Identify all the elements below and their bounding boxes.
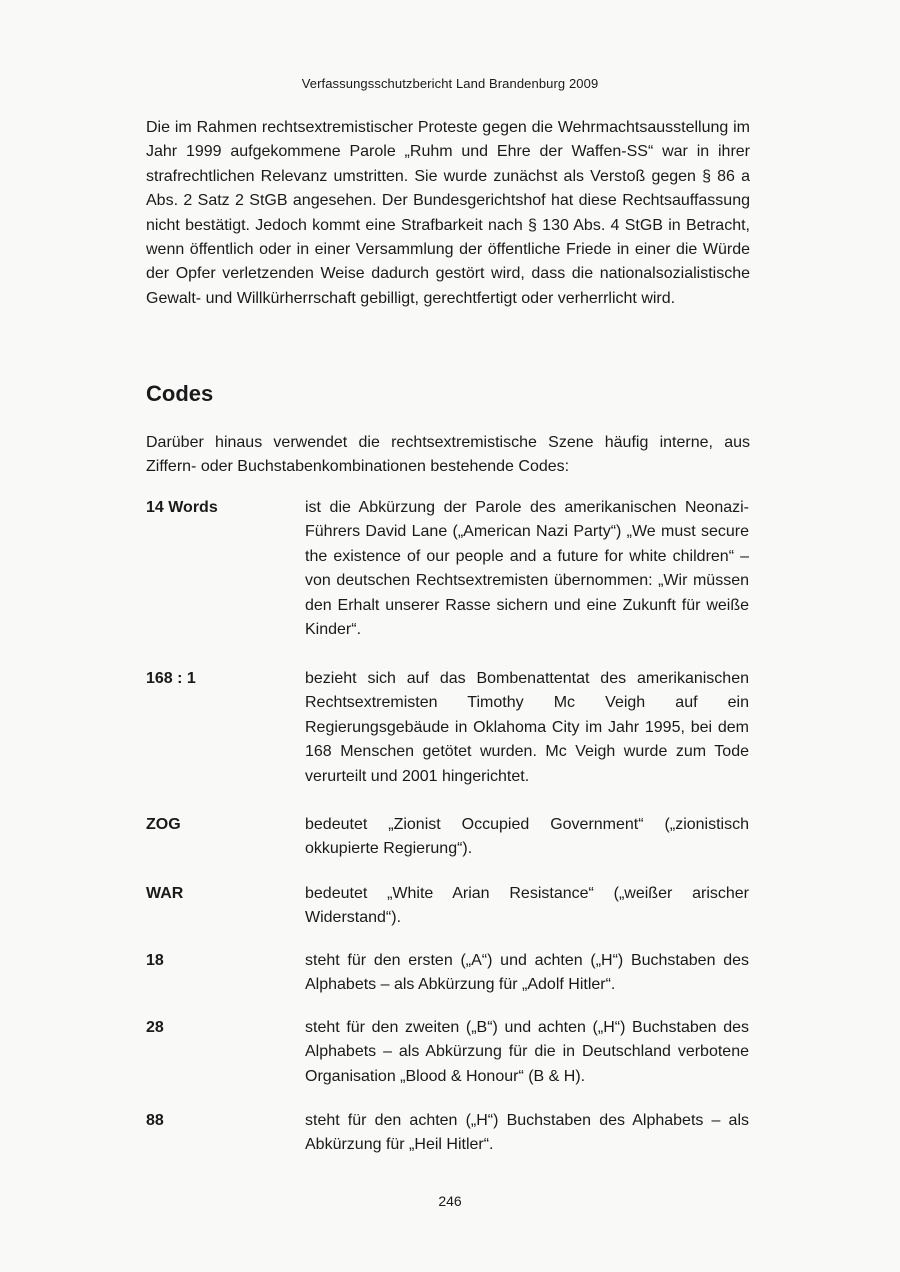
code-description: steht für den achten („H“) Buchstaben des Alphabets – als Abkürzung für „Heil Hitler“. — [305, 1112, 749, 1154]
code-description: bedeutet „Zionist Occupied Government“ („zionistisch okkupierte Regierung“). — [305, 816, 749, 858]
code-term: 28 — [146, 1019, 164, 1036]
codes-intro-paragraph: Darüber hinaus verwendet die rechtsextremistische Szene häufig interne, aus Ziffern- oder Buchstabenkombinationen bestehende Codes: — [146, 434, 750, 476]
code-description: ist die Abkürzung der Parole des amerikanischen Neonazi-Führers David Lane („American Nazi Party“) „We must secure the existence of our people and a future for white children“ – von deutschen Rechtsextremisten übernommen: „Wir müssen den Erhalt unserer Rasse sichern und eine Zukunft für weiße Kinder“. — [305, 499, 749, 639]
code-term: 168 : 1 — [146, 670, 196, 687]
code-description: bedeutet „White Arian Resistance“ („weißer arischer Widerstand“). — [305, 885, 749, 927]
code-description: steht für den zweiten („B“) und achten („H“) Buchstaben des Alphabets – als Abkürzung für die in Deutschland verbotene Organisation „Blood & Honour“ (B & H). — [305, 1019, 749, 1085]
code-description: bezieht sich auf das Bombenattentat des amerikanischen Rechtsextremisten Timothy Mc Veigh auf ein Regierungsgebäude in Oklahoma City im Jahr 1995, bei dem 168 Menschen getötet wurden. Mc Veigh wurde zum Tode verurteilt und 2001 hingerichtet. — [305, 670, 749, 785]
running-header: Verfassungsschutzbericht Land Brandenburg 2009 — [301, 76, 599, 91]
section-heading: Codes — [146, 381, 214, 406]
code-term: WAR — [146, 885, 184, 902]
code-term: 18 — [146, 952, 164, 969]
code-term: 14 Words — [146, 499, 218, 516]
code-term: ZOG — [146, 816, 181, 833]
intro-paragraph: Die im Rahmen rechtsextremistischer Proteste gegen die Wehrmachtsausstellung im Jahr 1999 aufgekommene Parole „Ruhm und Ehre der Waffen-SS“ war in ihrer strafrechtlichen Relevanz umstritten. Sie wurde zunächst als Verstoß gegen § 86 a Abs. 2 Satz 2 StGB angesehen. Der Bundesgerichtshof hat diese Rechtsauffassung nicht bestätigt. Jedoch kommt eine Strafbarkeit nach § 130 Abs. 4 StGB in Betracht, wenn öffentlich oder in einer Versammlung der öffentliche Friede in einer die Würde der Opfer verletzenden Weise dadurch gestört wird, dass die nationalsozialistische Gewalt- und Willkürherrschaft gebilligt, gerechtfertigt oder verherrlicht wird. — [146, 119, 750, 307]
code-description: steht für den ersten („A“) und achten („H“) Buchstaben des Alphabets – als Abkürzung für „Adolf Hitler“. — [305, 952, 749, 994]
page-number: 246 — [438, 1193, 462, 1209]
code-term: 88 — [146, 1112, 164, 1129]
